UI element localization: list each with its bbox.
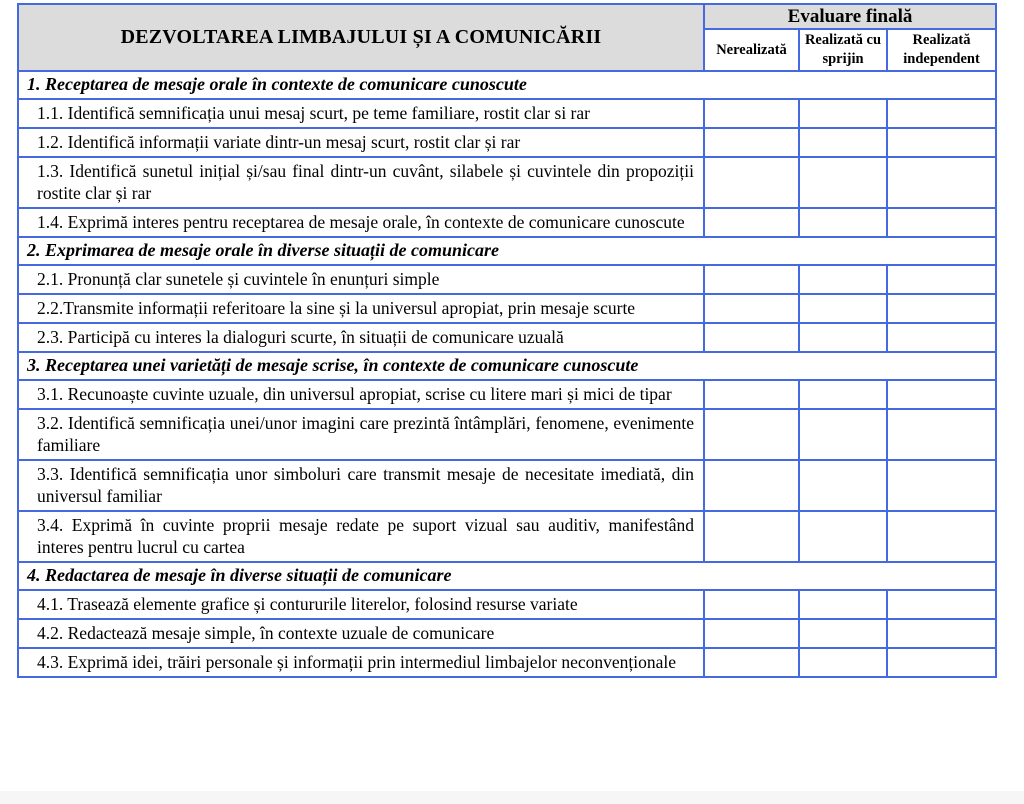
mark-cell-realizata-independent[interactable]	[887, 590, 996, 619]
mark-cell-nerealizata[interactable]	[704, 619, 799, 648]
mark-cell-realizata-cu-sprijin[interactable]	[799, 265, 887, 294]
table-row	[18, 99, 996, 128]
mark-cell-realizata-independent[interactable]	[887, 648, 996, 677]
mark-cell-realizata-independent[interactable]	[887, 460, 996, 511]
table-row	[18, 265, 996, 294]
mark-cell-nerealizata[interactable]	[704, 323, 799, 352]
mark-cell-realizata-cu-sprijin[interactable]	[799, 409, 887, 460]
criterion-3-4: 3.4. Exprimă în cuvinte proprii mesaje redate pe suport vizual sau auditiv, manifestând interes pentru lucrul cu cartea	[18, 511, 704, 562]
section-header-row	[18, 71, 996, 99]
mark-cell-realizata-cu-sprijin[interactable]	[799, 511, 887, 562]
criterion-3-2: 3.2. Identifică semnificația unei/unor imagini care prezintă întâmplări, fenomene, evenimente familiare	[18, 409, 704, 460]
mark-cell-nerealizata[interactable]	[704, 128, 799, 157]
criterion-1-4: 1.4. Exprimă interes pentru receptarea de mesaje orale, în contexte de comunicare cunoscute	[18, 208, 704, 237]
table-title: DEZVOLTAREA LIMBAJULUI ȘI A COMUNICĂRII	[18, 4, 704, 71]
table-row	[18, 208, 996, 237]
section-1-label: 1. Receptarea de mesaje orale în contexte de comunicare cunoscute	[18, 71, 996, 99]
mark-cell-realizata-independent[interactable]	[887, 511, 996, 562]
mark-cell-realizata-independent[interactable]	[887, 99, 996, 128]
mark-cell-nerealizata[interactable]	[704, 157, 799, 208]
criterion-4-3: 4.3. Exprimă idei, trăiri personale și informații prin intermediul limbajelor neconvenționale	[18, 648, 704, 677]
criterion-4-2: 4.2. Redactează mesaje simple, în contexte uzuale de comunicare	[18, 619, 704, 648]
section-4-label: 4. Redactarea de mesaje în diverse situații de comunicare	[18, 562, 996, 590]
evaluation-table	[17, 3, 997, 678]
section-2-label: 2. Exprimarea de mesaje orale în diverse situații de comunicare	[18, 237, 996, 265]
mark-cell-nerealizata[interactable]	[704, 460, 799, 511]
final-evaluation-header: Evaluare finală	[704, 4, 996, 29]
criterion-3-1: 3.1. Recunoaște cuvinte uzuale, din universul apropiat, scrise cu litere mari și mici de tipar	[18, 380, 704, 409]
mark-cell-realizata-independent[interactable]	[887, 323, 996, 352]
table-row	[18, 409, 996, 460]
mark-cell-realizata-cu-sprijin[interactable]	[799, 208, 887, 237]
criterion-2-3: 2.3. Participă cu interes la dialoguri scurte, în situații de comunicare uzuală	[18, 323, 704, 352]
mark-cell-nerealizata[interactable]	[704, 99, 799, 128]
mark-cell-realizata-independent[interactable]	[887, 380, 996, 409]
table-row	[18, 648, 996, 677]
criterion-1-1: 1.1. Identifică semnificația unui mesaj scurt, pe teme familiare, rostit clar si rar	[18, 99, 704, 128]
criterion-1-3: 1.3. Identifică sunetul inițial și/sau final dintr-un cuvânt, silabele și cuvintele din propoziții rostite clar și rar	[18, 157, 704, 208]
mark-cell-realizata-independent[interactable]	[887, 619, 996, 648]
column-header-realizata-cu-sprijin: Realizată cu sprijin	[799, 29, 887, 71]
mark-cell-realizata-cu-sprijin[interactable]	[799, 619, 887, 648]
mark-cell-nerealizata[interactable]	[704, 265, 799, 294]
mark-cell-nerealizata[interactable]	[704, 294, 799, 323]
criterion-4-1: 4.1. Trasează elemente grafice și contururile literelor, folosind resurse variate	[18, 590, 704, 619]
mark-cell-realizata-cu-sprijin[interactable]	[799, 99, 887, 128]
section-header-row	[18, 352, 996, 380]
mark-cell-nerealizata[interactable]	[704, 409, 799, 460]
table-row	[18, 157, 996, 208]
mark-cell-realizata-cu-sprijin[interactable]	[799, 380, 887, 409]
mark-cell-realizata-independent[interactable]	[887, 128, 996, 157]
table-row	[18, 590, 996, 619]
mark-cell-nerealizata[interactable]	[704, 208, 799, 237]
mark-cell-realizata-cu-sprijin[interactable]	[799, 294, 887, 323]
column-header-nerealizata: Nerealizată	[704, 29, 799, 71]
mark-cell-realizata-independent[interactable]	[887, 208, 996, 237]
mark-cell-nerealizata[interactable]	[704, 380, 799, 409]
mark-cell-realizata-cu-sprijin[interactable]	[799, 460, 887, 511]
mark-cell-realizata-cu-sprijin[interactable]	[799, 648, 887, 677]
mark-cell-realizata-cu-sprijin[interactable]	[799, 590, 887, 619]
mark-cell-realizata-independent[interactable]	[887, 409, 996, 460]
column-header-realizata-independent: Realizată independent	[887, 29, 996, 71]
mark-cell-nerealizata[interactable]	[704, 648, 799, 677]
mark-cell-nerealizata[interactable]	[704, 590, 799, 619]
mark-cell-realizata-cu-sprijin[interactable]	[799, 128, 887, 157]
section-header-row	[18, 562, 996, 590]
section-header-row	[18, 237, 996, 265]
criterion-3-3: 3.3. Identifică semnificația unor simboluri care transmit mesaje de necesitate imediată, din universul familiar	[18, 460, 704, 511]
mark-cell-realizata-independent[interactable]	[887, 294, 996, 323]
table-row	[18, 460, 996, 511]
table-row	[18, 380, 996, 409]
mark-cell-realizata-independent[interactable]	[887, 157, 996, 208]
mark-cell-realizata-cu-sprijin[interactable]	[799, 157, 887, 208]
table-row	[18, 323, 996, 352]
table-row	[18, 511, 996, 562]
criterion-2-1: 2.1. Pronunță clar sunetele și cuvintele în enunțuri simple	[18, 265, 704, 294]
section-3-label: 3. Receptarea unei varietăți de mesaje scrise, în contexte de comunicare cunoscute	[18, 352, 996, 380]
criterion-1-2: 1.2. Identifică informații variate dintr-un mesaj scurt, rostit clar și rar	[18, 128, 704, 157]
header-row-top	[18, 4, 996, 29]
page-background-strip	[0, 791, 1024, 804]
table-row	[18, 619, 996, 648]
table-row	[18, 294, 996, 323]
mark-cell-nerealizata[interactable]	[704, 511, 799, 562]
mark-cell-realizata-cu-sprijin[interactable]	[799, 323, 887, 352]
criterion-2-2: 2.2.Transmite informații referitoare la sine și la universul apropiat, prin mesaje scurte	[18, 294, 704, 323]
mark-cell-realizata-independent[interactable]	[887, 265, 996, 294]
table-row	[18, 128, 996, 157]
